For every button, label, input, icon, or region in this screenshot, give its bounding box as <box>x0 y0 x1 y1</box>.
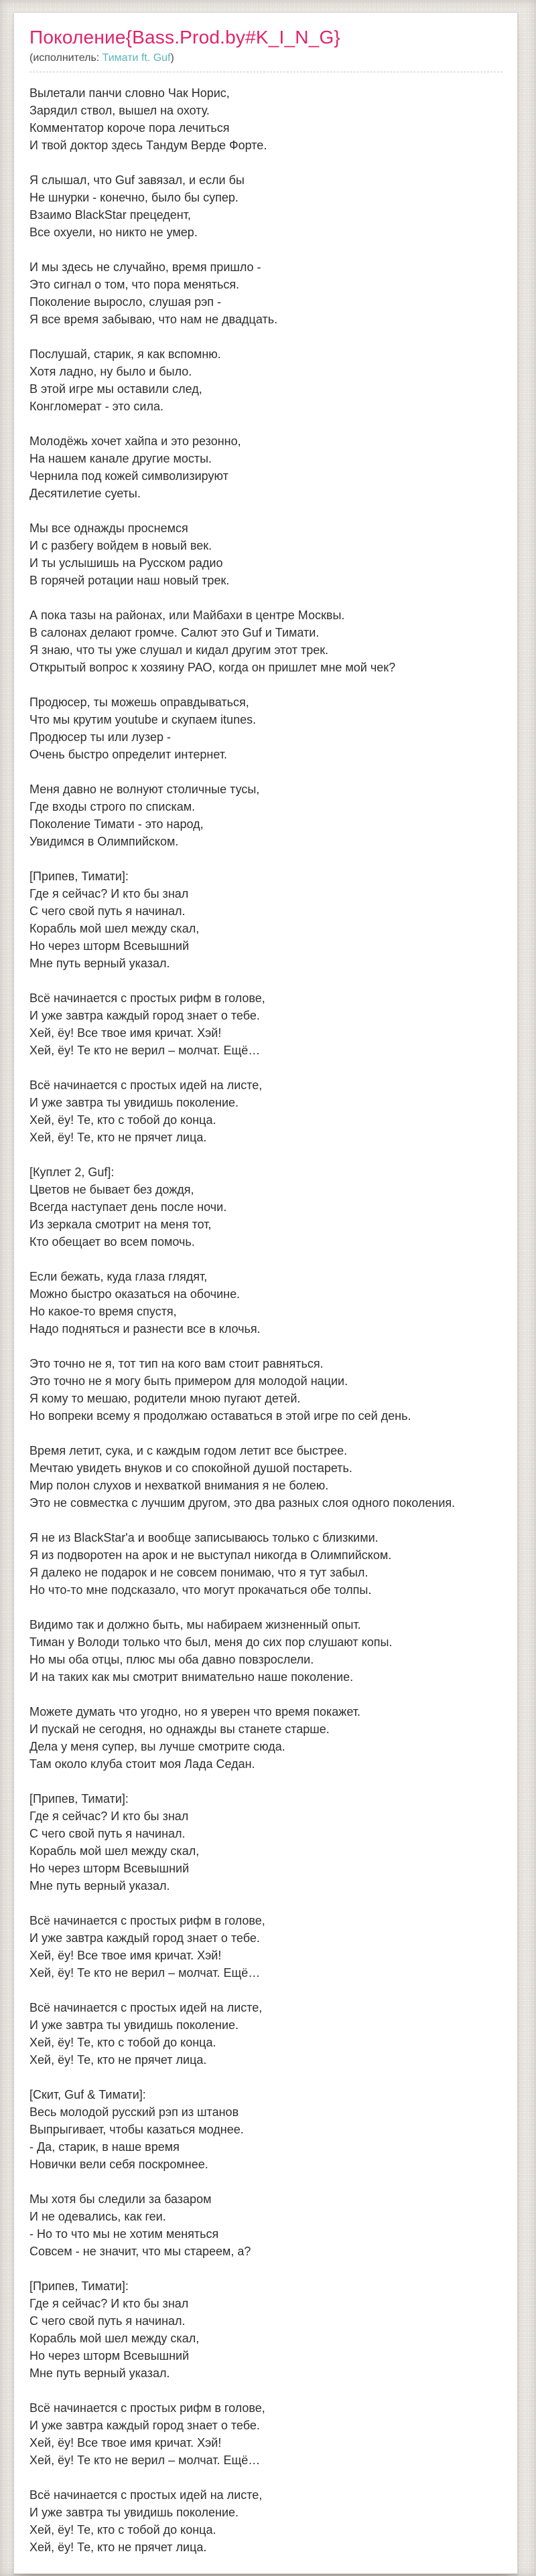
lyric-line: Цветов не бывает без дождя, <box>29 1183 194 1196</box>
lyric-line: Не шнурки - конечно, было бы супер. <box>29 191 239 204</box>
lyric-stanza <box>29 1703 503 1773</box>
lyric-line: В горячей ротации наш новый трек. <box>29 574 230 587</box>
lyric-line: Меня давно не волнуют столичные тусы, <box>29 783 260 796</box>
lyric-line: Но мы оба отцы, плюс мы оба давно повзрослели. <box>29 1653 314 1666</box>
lyric-stanza <box>29 1912 503 1982</box>
lyric-line: Весь молодой русский рэп из штанов <box>29 2105 239 2119</box>
lyrics-card <box>13 12 518 2574</box>
lyric-line: Можно быстро оказаться на обочине. <box>29 1287 241 1301</box>
lyric-line: [Припев, Тимати]: <box>29 1792 129 1805</box>
lyric-stanza <box>29 1076 503 1146</box>
lyric-line: Всё начинается с простых рифм в голове, <box>29 2401 265 2415</box>
lyric-line: Мечтаю увидеть внуков и со спокойной душой постареть. <box>29 1461 352 1475</box>
lyric-line: Но что-то мне подсказало, что могут прокачаться обе толпы. <box>29 1583 372 1597</box>
lyric-line: Продюсер ты или лузер - <box>29 730 171 744</box>
lyric-stanza <box>29 1442 503 1512</box>
lyric-line: Молодёжь хочет хайпа и это резонно, <box>29 434 241 448</box>
lyric-line: Время летит, сука, и с каждым годом летит все быстрее. <box>29 1444 348 1457</box>
lyric-line: Где я сейчас? И кто бы знал <box>29 2297 189 2310</box>
lyric-line: - Да, старик, в наше время <box>29 2140 180 2154</box>
lyric-line: В этой игре мы оставили след, <box>29 382 202 396</box>
lyric-stanza <box>29 432 503 502</box>
lyric-line: Все охуели, но никто не умер. <box>29 226 198 239</box>
lyric-line: Я знаю, что ты уже слушал и кидал другим этот трек. <box>29 643 329 657</box>
lyric-line: [Припев, Тимати]: <box>29 2279 129 2293</box>
artist-link[interactable]: Тимати ft. Guf <box>102 52 171 64</box>
artist-suffix: ) <box>170 52 174 64</box>
lyric-line: Это не совместка с лучшим другом, это два разных слоя одного поколения. <box>29 1496 456 1510</box>
lyric-line: [Куплет 2, Guf]: <box>29 1165 115 1179</box>
lyric-stanza <box>29 258 503 328</box>
lyric-line: Хей, ёу! Те кто не верил – молчат. Ещё… <box>29 1044 261 1057</box>
lyric-stanza <box>29 519 503 589</box>
lyric-line: Хей, ёу! Те, кто с тобой до конца. <box>29 1113 216 1127</box>
lyric-line: Мир полон слухов и нехваткой внимания я не болею. <box>29 1479 329 1492</box>
lyric-line: Надо подняться и разнести все в клочья. <box>29 1322 261 1336</box>
lyric-line: И уже завтра каждый город знает о тебе. <box>29 2419 260 2432</box>
lyric-line: Я далеко не подарок и не совсем понимаю, что я тут забыл. <box>29 1566 368 1579</box>
lyric-line: Очень быстро определит интернет. <box>29 748 227 761</box>
lyric-line: Хей, ёу! Те, кто не прячет лица. <box>29 1131 207 1144</box>
lyrics <box>29 79 503 2556</box>
lyric-line: Корабль мой шел между скал, <box>29 1844 200 1858</box>
lyric-line: И уже завтра ты увидишь поколение. <box>29 2506 239 2519</box>
lyric-line: Дела у меня супер, вы лучше смотрите сюда. <box>29 1740 285 1753</box>
lyric-line: Хей, ёу! Все твое имя кричат. Хэй! <box>29 1949 222 1962</box>
lyric-line: Но через шторм Всевышний <box>29 939 190 953</box>
lyric-line: Всё начинается с простых идей на листе, <box>29 1078 263 1092</box>
lyric-line: Комментатор короче пора лечиться <box>29 121 230 135</box>
lyric-line: Я не из BlackStar'а и вообще записываюсь только с близкими. <box>29 1531 379 1544</box>
lyric-line: - Но то что мы не хотим меняться <box>29 2227 219 2241</box>
lyric-line: Но через шторм Всевышний <box>29 2349 190 2362</box>
lyric-line: И мы здесь не случайно, время пришло - <box>29 260 261 274</box>
lyric-line: Хей, ёу! Те, кто с тобой до конца. <box>29 2523 216 2537</box>
lyric-stanza <box>29 2277 503 2382</box>
artist-line <box>29 51 503 66</box>
lyric-line: Я слышал, что Guf завязал, и если бы <box>29 173 245 187</box>
lyric-stanza <box>29 607 503 676</box>
lyric-line: И уже завтра ты увидишь поколение. <box>29 2018 239 2032</box>
lyric-line: Поколение выросло, слушая рэп - <box>29 295 222 309</box>
lyric-line: Мне путь верный указал. <box>29 1879 170 1893</box>
lyric-line: Мы все однажды проснемся <box>29 521 188 535</box>
lyric-stanza <box>29 781 503 850</box>
lyric-line: Я кому то мешаю, родители мною пугают детей. <box>29 1392 301 1405</box>
lyric-line: Кто обещает во всем помочь. <box>29 1235 195 1249</box>
lyric-line: Новички вели себя поскромнее. <box>29 2158 208 2171</box>
lyric-line: Хей, ёу! Те, кто не прячет лица. <box>29 2053 207 2067</box>
lyric-line: Хей, ёу! Те кто не верил – молчат. Ещё… <box>29 1966 261 1980</box>
lyric-line: И уже завтра каждый город знает о тебе. <box>29 1931 260 1945</box>
lyric-line: Где я сейчас? И кто бы знал <box>29 887 189 900</box>
lyric-line: Но какое-то время спустя, <box>29 1305 177 1318</box>
lyric-line: Увидимся в Олимпийском. <box>29 835 179 848</box>
lyric-stanza <box>29 171 503 241</box>
lyric-line: Послушай, старик, я как вспомню. <box>29 347 221 361</box>
lyric-line: Хей, ёу! Все твое имя кричат. Хэй! <box>29 2436 222 2449</box>
lyric-line: В салонах делают громче. Салют это Guf и Тимати. <box>29 626 320 639</box>
lyric-line: С чего свой путь я начинал. <box>29 904 186 918</box>
lyric-line: И пускай не сегодня, но однажды вы станете старше. <box>29 1722 330 1736</box>
lyric-line: Это сигнал о том, что пора меняться. <box>29 278 240 291</box>
lyric-line: Продюсер, ты можешь оправдываться, <box>29 696 249 709</box>
lyric-stanza <box>29 989 503 1059</box>
artist-prefix: (исполнитель: <box>29 52 103 64</box>
lyric-stanza <box>29 1999 503 2069</box>
lyric-stanza <box>29 1529 503 1599</box>
song-header <box>29 26 503 72</box>
lyric-line: Это точно не я могу быть примером для молодой нации. <box>29 1374 348 1388</box>
lyric-line: Там около клуба стоит моя Лада Седан. <box>29 1757 255 1771</box>
lyric-stanza <box>29 1790 503 1895</box>
lyric-line: Видимо так и должно быть, мы набираем жизненный опыт. <box>29 1618 361 1631</box>
lyric-line: Где я сейчас? И кто бы знал <box>29 1809 189 1823</box>
lyric-stanza <box>29 694 503 763</box>
lyric-line: Это точно не я, тот тип на кого вам стоит равняться. <box>29 1357 324 1370</box>
lyric-line: Мы хотя бы следили за базаром <box>29 2192 212 2206</box>
lyric-line: И твой доктор здесь Тандум Верде Форте. <box>29 139 267 152</box>
lyric-stanza <box>29 2399 503 2469</box>
lyric-stanza <box>29 2486 503 2556</box>
lyric-line: Если бежать, куда глаза глядят, <box>29 1270 208 1283</box>
lyric-line: Всё начинается с простых рифм в голове, <box>29 1914 265 1927</box>
lyric-line: Мне путь верный указал. <box>29 957 170 970</box>
lyric-line: И не одевались, как геи. <box>29 2210 166 2223</box>
lyric-line: Хотя ладно, ну было и было. <box>29 365 192 378</box>
lyric-line: Я из подворотен на арок и не выступал никогда в Олимпийском. <box>29 1548 392 1562</box>
lyric-line: Чернила под кожей символизируют <box>29 469 228 483</box>
lyric-line: Взаимо BlackStar прецедент, <box>29 208 191 222</box>
lyric-line: Всё начинается с простых рифм в голове, <box>29 991 265 1005</box>
lyric-line: Но вопреки всему я продолжаю оставаться в этой игре по сей день. <box>29 1409 411 1423</box>
lyric-line: Мне путь верный указал. <box>29 2366 170 2380</box>
lyric-stanza <box>29 2190 503 2260</box>
lyric-line: Поколение Тимати - это народ, <box>29 817 204 831</box>
lyric-line: Хей, ёу! Все твое имя кричат. Хэй! <box>29 1026 222 1040</box>
lyric-line: На нашем канале другие мосты. <box>29 452 212 465</box>
lyric-line: С чего свой путь я начинал. <box>29 1827 186 1840</box>
lyric-line: С чего свой путь я начинал. <box>29 2314 186 2328</box>
lyric-line: Хей, ёу! Те, кто с тобой до конца. <box>29 2036 216 2049</box>
lyric-line: Десятилетие суеты. <box>29 487 141 500</box>
lyric-line: [Припев, Тимати]: <box>29 870 129 883</box>
lyric-line: Я все время забываю, что нам не двадцать. <box>29 313 278 326</box>
lyric-line: И на таких как мы смотрит внимательно наше поколение. <box>29 1670 354 1684</box>
lyric-line: Но через шторм Всевышний <box>29 1862 190 1875</box>
lyric-stanza <box>29 2086 503 2173</box>
lyric-line: Конгломерат - это сила. <box>29 400 163 413</box>
lyric-line: Всё начинается с простых идей на листе, <box>29 2488 263 2502</box>
lyric-line: Хей, ёу! Те кто не верил – молчат. Ещё… <box>29 2453 261 2467</box>
lyric-line: Зарядил ствол, вышел на охоту. <box>29 104 210 117</box>
lyric-line: Можете думать что угодно, но я уверен что время покажет. <box>29 1705 361 1718</box>
lyric-line: Корабль мой шел между скал, <box>29 2332 200 2345</box>
lyric-line: Хей, ёу! Те, кто не прячет лица. <box>29 2541 207 2554</box>
lyric-line: Тиман у Володи только что был, меня до сих пор слушают копы. <box>29 1635 393 1649</box>
lyric-line: Выпрыгивает, чтобы казаться моднее. <box>29 2123 244 2136</box>
lyric-line: Что мы крутим youtube и скупаем itunes. <box>29 713 257 726</box>
lyric-line: И с разбегу войдем в новый век. <box>29 539 212 552</box>
lyric-line: Всё начинается с простых идей на листе, <box>29 2001 263 2014</box>
song-title: Поколение{Bass.Prod.by#K_I_N_G} <box>29 27 340 48</box>
lyric-line: А пока тазы на районах, или Майбахи в центре Москвы. <box>29 609 345 622</box>
lyric-stanza <box>29 345 503 415</box>
lyric-stanza <box>29 1616 503 1686</box>
lyric-line: Корабль мой шел между скал, <box>29 922 200 935</box>
lyric-stanza <box>29 1163 503 1251</box>
lyric-stanza <box>29 868 503 972</box>
lyric-line: [Скит, Guf & Тимати]: <box>29 2088 146 2101</box>
lyric-line: Всегда наступает день после ночи. <box>29 1200 227 1214</box>
lyric-line: Вылетали панчи словно Чак Норис, <box>29 86 230 100</box>
lyric-line: И ты услышишь на Русском радио <box>29 556 223 570</box>
lyric-line: Из зеркала смотрит на меня тот, <box>29 1218 212 1231</box>
lyric-line: Открытый вопрос к хозяину РАО, когда он пришлет мне мой чек? <box>29 661 396 674</box>
lyric-line: Где входы строго по спискам. <box>29 800 196 813</box>
lyric-line: И уже завтра ты увидишь поколение. <box>29 1096 239 1109</box>
lyric-stanza <box>29 1268 503 1338</box>
lyric-line: Совсем - не значит, что мы стареем, а? <box>29 2245 251 2258</box>
lyric-stanza <box>29 1355 503 1425</box>
lyric-line: И уже завтра каждый город знает о тебе. <box>29 1009 260 1022</box>
lyric-stanza <box>29 84 503 154</box>
